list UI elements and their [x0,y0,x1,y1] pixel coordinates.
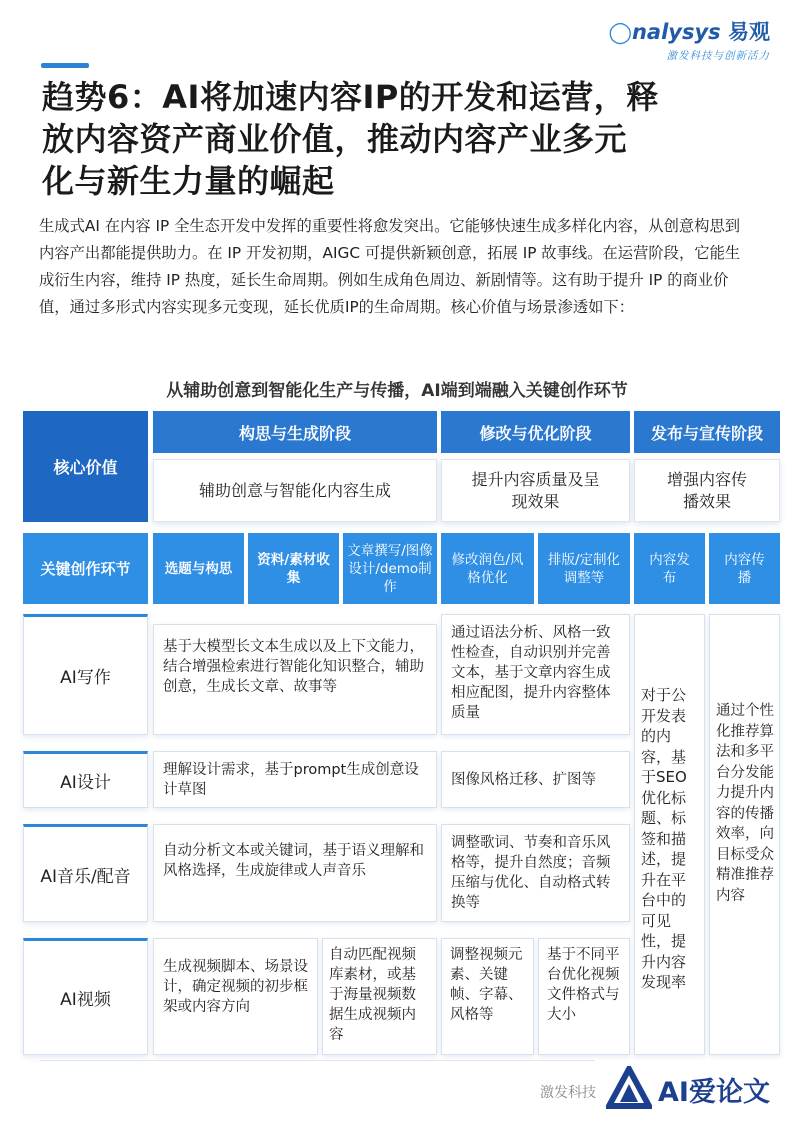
footer-divider [40,1060,595,1061]
video-format-cell: 基于不同平台优化视频文件格式与大小 [538,938,630,1055]
row-label-video: AI视频 [23,938,148,1055]
row-label-design: AI设计 [23,751,148,808]
watermark-logo [606,1064,786,1114]
stage-header-publish: 发布与宣传阶段 [634,411,780,453]
row-label-writing: AI写作 [23,614,148,735]
step-spread: 内容传播 [709,533,780,604]
intro-paragraph: 生成式AI 在内容 IP 全生态开发中发挥的重要性将愈发突出。它能够快速生成多样化内容，从创意构思到内容产出都能提供助力。在 IP 开发初期，AIGC 可提供新颖创意，拓展 IP 故事线。在运营阶段，它能生成衍生内容，维持 IP 热度，延长生命周期。例如生成角色周边、新剧情等。这有助于提升 IP 的商业价值，通过多形式内容实现多元变现，延长优质IP的生命周期。核心价值与场景渗透如下： [39,217,741,316]
steps-label: 关键创作环节 [23,533,148,604]
writing-optimize-cell: 通过语法分析、风格一致性检查，自动识别并完善文本，基于文章内容生成相应配图，提升内容整体质量 [441,614,630,735]
logo-tagline: 激发科技与创新活力 [666,50,770,62]
table-title: 从辅助创意到智能化生产与传播，AI端到端融入关键创作环节 [166,381,628,401]
watermark-emblem-icon [606,1066,652,1112]
core-value-label: 核心价值 [23,411,148,522]
step-polish: 修改润色/风格优化 [441,533,534,604]
page-title: 趋势6：AI将加速内容IP的开发和运营，释 放内容资产商业价值，推动内容产业多元 化与新生力量的崛起 [42,78,659,200]
publish-column-cell: 对于公开发表的内容，基于SEO优化标题、标签和描述，提升在平台中的可见性，提升内容发现率 [634,614,705,1055]
footer-text: 激发科技 [540,1085,596,1101]
row-label-music: AI音乐/配音 [23,824,148,922]
spread-column-cell: 通过个性化推荐算法和多平台分发能力提升内容的传播效率，向目标受众精准推荐内容 [709,614,780,1055]
step-topic: 选题与构思 [153,533,244,604]
stage-value-publish: 增强内容传播效果 [634,459,780,522]
video-script-cell: 生成视频脚本、场景设计，确定视频的初步框架或内容方向 [153,938,318,1055]
step-layout: 排版/定制化调整等 [538,533,630,604]
step-create: 文章撰写/图像设计/demo制作 [343,533,437,604]
stage-value-optimize: 提升内容质量及呈现效果 [441,459,630,522]
watermark-text: AI爱论文 [658,1076,770,1108]
title-accent-bar [41,63,89,68]
step-material: 资料/素材收集 [248,533,339,604]
analysys-logo [600,16,770,66]
video-material-cell: 自动匹配视频库素材，或基于海量视频数据生成视频内容 [322,938,437,1055]
writing-generate-cell: 基于大模型长文本生成以及上下文能力，结合增强检索进行智能化知识整合，辅助创意，生成长文章、故事等 [153,624,437,735]
stage-value-generate: 辅助创意与智能化内容生成 [153,459,437,522]
stage-header-optimize: 修改与优化阶段 [441,411,630,453]
music-generate-cell: 自动分析文本或关键词，基于语义理解和风格选择，生成旋律或人声音乐 [153,824,437,922]
music-optimize-cell: 调整歌词、节奏和音乐风格等，提升自然度；音频压缩与优化、自动格式转换等 [441,824,630,922]
logo-brand: ◯nalysys 易观 [608,20,770,44]
video-edit-cell: 调整视频元素、关键帧、字幕、风格等 [441,938,534,1055]
design-optimize-cell: 图像风格迁移、扩图等 [441,751,630,808]
design-generate-cell: 理解设计需求，基于prompt生成创意设计草图 [153,751,437,808]
stage-header-generate: 构思与生成阶段 [153,411,437,453]
step-publish: 内容发布 [634,533,705,604]
